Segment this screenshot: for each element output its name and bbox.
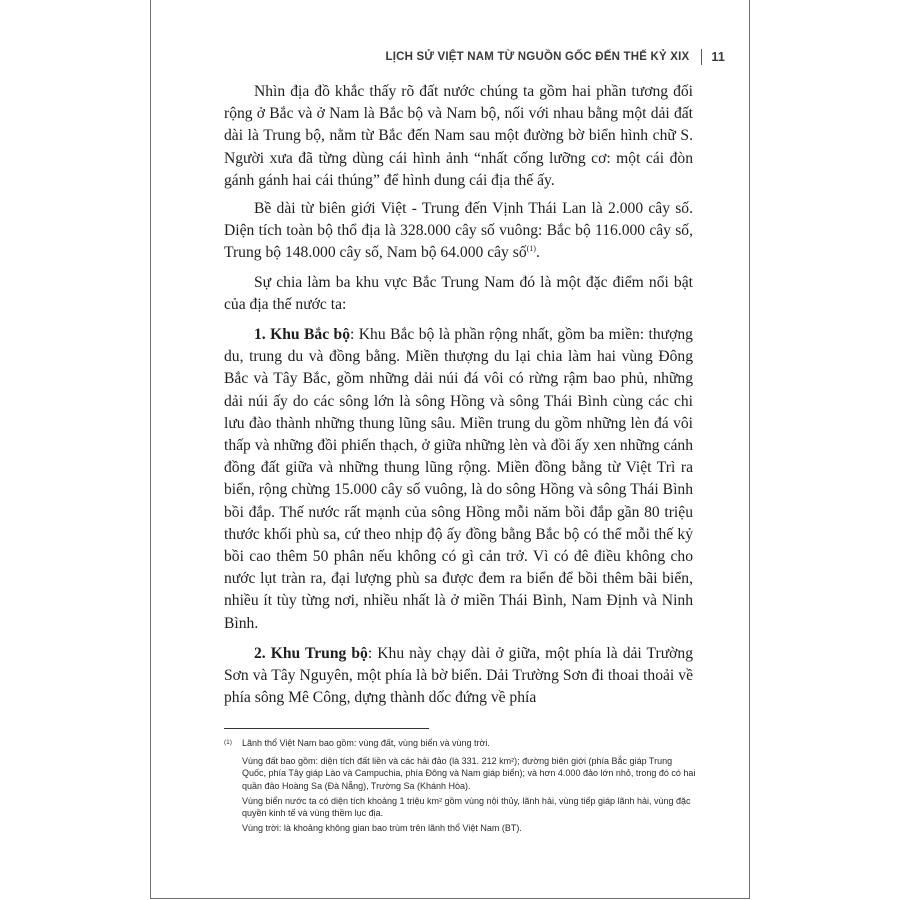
footnote-body bbox=[242, 737, 696, 837]
section-bac-bo bbox=[224, 324, 693, 635]
paragraph-dimensions-end: . bbox=[535, 244, 540, 262]
footnote-line-sky: Vùng trời: là khoảng không gian bao trùm trên lãnh thổ Việt Nam (BT). bbox=[242, 823, 522, 834]
section-trung-bo-text: : Khu này chạy dài ở giữa, một phía là dải Trường Sơn và Tây Nguyên, một phía là bờ biển. Dải Trường Sơn đi thoai thoải về phía sông Mê Công, dựng thành dốc đứng về phía bbox=[224, 644, 693, 707]
footnote-line-sea: Vùng biển nước ta có diện tích khoảng 1 triệu km² gồm vùng nội thủy, lãnh hải, vùng tiếp giáp lãnh hải, vùng đặc quyền kinh tế và vùng thềm lục địa. bbox=[242, 795, 691, 819]
page-number: 11 bbox=[711, 50, 725, 64]
footnote-1 bbox=[224, 737, 696, 837]
paragraph-intro: Nhìn địa đồ khắc thấy rõ đất nước chúng ta gồm hai phần tương đối rộng ở Bắc và ở Nam là Bắc bộ và Nam bộ, nối với nhau bằng một dải đất dài là Trung bộ, nằm từ Bắc đến Nam sau một đường bờ biển hình chữ S. Người xưa đã từng dùng cái hình ảnh “nhất cống lưỡng cơ: một cái đòn gánh gánh hai cái thúng” để hình dung cái địa thế ấy. bbox=[224, 83, 693, 189]
footnote-line-land: Vùng đất bao gồm: diện tích đất liền và các hải đảo (là 331. 212 km²); đường biên giới (phía Bắc giáp Trung Quốc, phía Tây giáp Lào và Campuchia, phía Đông và Nam giáp biển); và hơn 4.000 đảo lớn nhỏ, trong đó có hai quần đảo Hoàng Sa (Đà Nẵng), Trường Sa (Khánh Hòa). bbox=[242, 755, 696, 791]
paragraph-regions: Sự chia làm ba khu vực Bắc Trung Nam đó là một đặc điểm nổi bật của địa thế nước ta: bbox=[224, 273, 693, 313]
footnote-reference: (1) bbox=[526, 244, 536, 254]
footnote-line-territory: Lãnh thổ Việt Nam bao gồm: vùng đất, vùng biển và vùng trời. bbox=[242, 738, 490, 748]
running-header bbox=[175, 49, 725, 65]
footnotes bbox=[224, 737, 696, 837]
footnote-mark: (1) bbox=[224, 739, 232, 746]
running-title: LỊCH SỬ VIỆT NAM TỪ NGUỒN GỐC ĐẾN THẾ KỶ XIX bbox=[385, 51, 690, 63]
book-page bbox=[150, 0, 750, 899]
section-bac-bo-title: 1. Khu Bắc bộ bbox=[254, 326, 351, 344]
footnote-divider bbox=[224, 728, 429, 729]
body-text bbox=[224, 81, 693, 716]
paragraph-dimensions-text: Bề dài từ biên giới Việt - Trung đến Vịnh Thái Lan là 2.000 cây số. Diện tích toàn bộ thổ địa là 328.000 cây số vuông: Bắc bộ 116.000 cây số, Trung bộ 148.000 cây số, Nam bộ 64.000 cây số bbox=[224, 200, 693, 262]
section-trung-bo bbox=[224, 643, 693, 710]
section-bac-bo-text: : Khu Bắc bộ là phần rộng nhất, gồm ba miền: thượng du, trung du và đồng bằng. Miền thượng du lại chia làm hai vùng Đông Bắc và Tây Bắc, gồm những dải núi đá vôi có rừng rậm bao phủ, những dải núi ấy do các sông lớn là sông Hồng và sông Thái Bình cùng các chi lưu đào thành những thung lũng sâu. Miền trung du gồm những lèn đá vôi thấp và những đồi phiến thạch, ở giữa những lèn và đồi ấy xen những cánh đồng đất giữa và những thung lũng rộng. Miền đồng bằng từ Việt Trì ra biển, rộng chừng 15.000 cây số vuông, là do sông Hồng và sông Thái Bình bồi đắp. Thế nước rất mạnh của sông Hồng mỗi năm bồi đắp gần 80 triệu thước khối phù sa, cứ theo nhịp độ ấy đồng bằng Bắc bộ có thể mỗi thế kỷ bồi cao thêm 50 phân nếu không có gì cản trở. Vì có đê điều không cho nước lụt tràn ra, đại lượng phù sa được đem ra biển để bồi thêm bãi biển, nhiều ít tùy từng nơi, nhiều nhất là ở miền Thái Bình, Nam Định và Ninh Bình. bbox=[224, 326, 693, 632]
section-trung-bo-title: 2. Khu Trung bộ bbox=[254, 644, 368, 662]
header-separator bbox=[701, 49, 702, 65]
paragraph-dimensions bbox=[224, 198, 693, 265]
